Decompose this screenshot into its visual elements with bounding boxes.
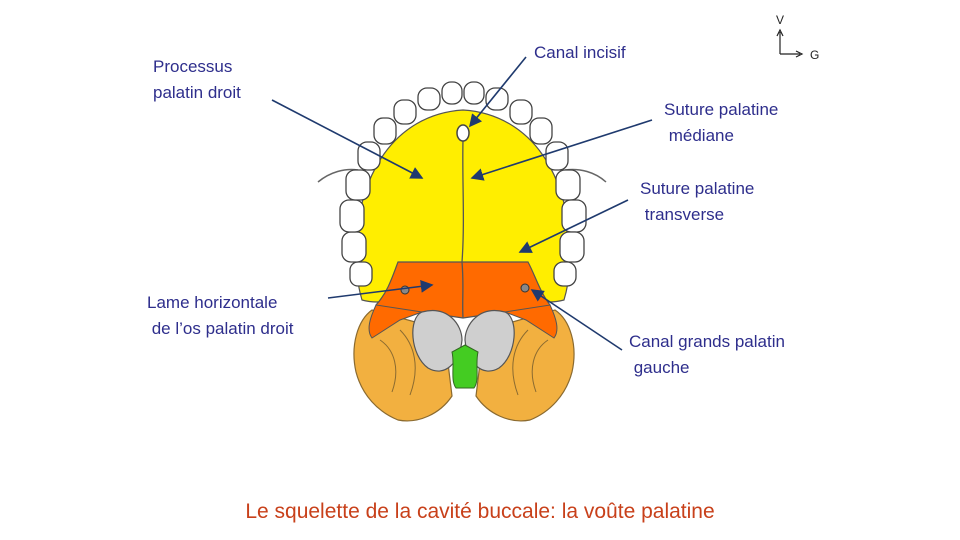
greater-palatine-foramen-left xyxy=(521,284,529,292)
label-canal-grands-palatin xyxy=(629,329,785,381)
label-canal-grands-line1: Canal grands palatin xyxy=(629,332,785,351)
label-suture-transverse-line2: transverse xyxy=(640,205,725,224)
slide-title: Le squelette de la cavité buccale: la voûte palatine xyxy=(245,500,715,523)
label-suture-transverse xyxy=(640,176,754,228)
greater-palatine-foramen-right xyxy=(401,286,409,294)
label-processus-palatin xyxy=(153,54,241,106)
label-processus-line2: palatin droit xyxy=(153,83,241,102)
label-lame-line2: de l’os palatin droit xyxy=(147,319,294,338)
label-suture-mediane-line2: médiane xyxy=(664,126,734,145)
label-suture-transverse-line1: Suture palatine xyxy=(640,179,755,198)
orientation-axes xyxy=(777,30,802,57)
label-suture-mediane-line1: Suture palatine xyxy=(664,100,779,119)
label-lame-line1: Lame horizontale xyxy=(147,293,278,312)
orientation-label-g: G xyxy=(810,48,820,62)
label-canal-incisif-text: Canal incisif xyxy=(534,43,626,62)
label-canal-grands-line2: gauche xyxy=(629,358,690,377)
label-lame-horizontale xyxy=(147,290,293,342)
label-suture-mediane xyxy=(664,97,778,149)
label-canal-incisif xyxy=(534,40,626,66)
vomer xyxy=(452,345,478,388)
incisive-canal xyxy=(457,125,469,141)
label-processus-line1: Processus xyxy=(153,57,233,76)
orientation-label-v: V xyxy=(776,13,785,27)
